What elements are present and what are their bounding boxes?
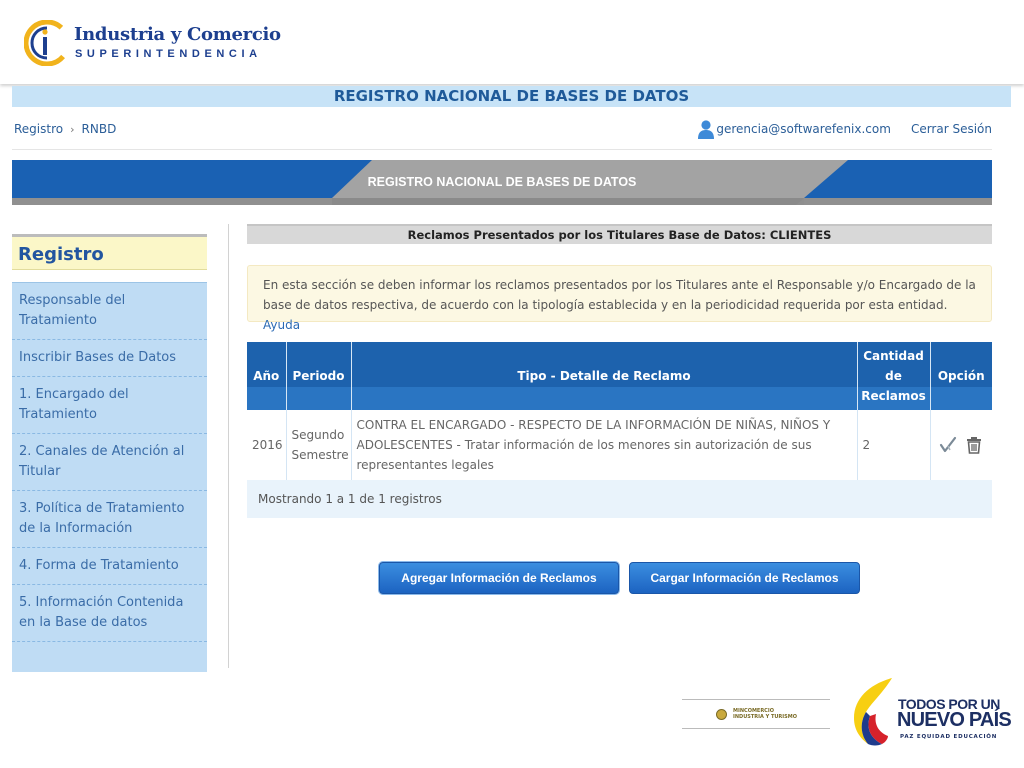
cell-options bbox=[930, 410, 992, 480]
col-header-count[interactable]: Cantidad de Reclamos bbox=[857, 342, 930, 410]
site-header bbox=[0, 0, 1024, 84]
page-title-bar: REGISTRO NACIONAL DE BASES DE DATOS bbox=[12, 86, 1011, 107]
col-header-year[interactable]: Año bbox=[247, 342, 286, 410]
cell-count: 2 bbox=[857, 410, 930, 480]
mincomercio-line1: MINCOMERCIO bbox=[733, 708, 774, 714]
sic-logo[interactable] bbox=[24, 18, 281, 70]
sidebar-item-encargado[interactable]: 1. Encargado del Tratamiento bbox=[12, 377, 207, 434]
sidebar-item-informacion[interactable]: 5. Información Contenida en la Base de datos bbox=[12, 585, 207, 642]
edit-check-icon[interactable] bbox=[939, 436, 957, 454]
info-text: En esta sección se deben informar los reclamos presentados por los Titulares ante el Responsable y/o Encargado de la base de datos respectiva, de acuerdo con la tipología establecida y en la periodicidad requerida por esta entidad. bbox=[263, 278, 976, 312]
cell-detail: CONTRA EL ENCARGADO - RESPECTO DE LA INFORMACIÓN DE NIÑAS, NIÑOS Y ADOLESCENTES - Tratar información de los menores sin autorización de sus representantes legales bbox=[351, 410, 857, 480]
claims-table bbox=[247, 342, 992, 480]
info-box bbox=[247, 265, 992, 332]
breadcrumb-separator: › bbox=[70, 123, 75, 136]
breadcrumb bbox=[14, 122, 116, 136]
todos-por-un-nuevo-pais-logo bbox=[848, 676, 1011, 748]
trash-icon[interactable] bbox=[965, 436, 983, 454]
user-icon bbox=[697, 119, 715, 139]
vertical-divider bbox=[228, 224, 229, 668]
sidebar-item-canales[interactable]: 2. Canales de Atención al Titular bbox=[12, 434, 207, 491]
logo-title: Industria y Comercio bbox=[74, 24, 281, 45]
table-footer-info: Mostrando 1 a 1 de 1 registros bbox=[247, 480, 992, 518]
mincomercio-line2: INDUSTRIA Y TURISMO bbox=[733, 714, 797, 720]
main-content bbox=[247, 224, 992, 518]
upload-claims-button[interactable]: Cargar Información de Reclamos bbox=[629, 562, 860, 594]
colombia-flag-swoosh-icon bbox=[848, 676, 896, 748]
logo-subtitle: SUPERINTENDENCIA bbox=[75, 48, 262, 60]
sidebar-item-responsable[interactable]: Responsable del Tratamiento bbox=[12, 283, 207, 340]
sidebar-item-politica[interactable]: 3. Política de Tratamiento de la Información bbox=[12, 491, 207, 548]
cell-year: 2016 bbox=[247, 410, 286, 480]
sidebar-item-forma[interactable]: 4. Forma de Tratamiento bbox=[12, 548, 207, 585]
col-header-period[interactable]: Periodo bbox=[286, 342, 351, 410]
breadcrumb-item-rnbd[interactable]: RNBD bbox=[81, 122, 117, 136]
logout-link[interactable]: Cerrar Sesión bbox=[910, 122, 992, 136]
sidebar-menu bbox=[12, 282, 207, 672]
table-row bbox=[247, 410, 992, 480]
divider bbox=[12, 149, 992, 150]
table-header-row bbox=[247, 342, 992, 410]
col-header-detail[interactable]: Tipo - Detalle de Reclamo bbox=[351, 342, 857, 410]
sidebar-heading: Registro bbox=[12, 234, 207, 270]
help-link[interactable]: Ayuda bbox=[263, 318, 301, 332]
breadcrumb-row bbox=[12, 116, 992, 146]
sidebar bbox=[12, 234, 207, 672]
cell-period: Segundo Semestre bbox=[286, 410, 351, 480]
add-claims-button[interactable]: Agregar Información de Reclamos bbox=[379, 562, 619, 594]
gov-slogan-line2: NUEVO PAÍS bbox=[897, 709, 1011, 731]
colombia-seal-icon bbox=[716, 709, 727, 720]
sic-logo-icon bbox=[24, 20, 70, 66]
banner-title: REGISTRO NACIONAL DE BASES DE DATOS bbox=[367, 175, 637, 189]
mincomercio-text bbox=[733, 708, 797, 720]
user-email: gerencia@softwarefenix.com bbox=[716, 122, 891, 136]
section-title: Reclamos Presentados por los Titulares Base de Datos: CLIENTES bbox=[247, 224, 992, 244]
mincomercio-logo bbox=[682, 699, 830, 729]
sidebar-item-inscribir[interactable]: Inscribir Bases de Datos bbox=[12, 340, 207, 377]
sidebar-item-empty bbox=[12, 642, 207, 672]
gov-slogan-line1: TODOS POR UN bbox=[898, 696, 1000, 712]
action-buttons bbox=[379, 562, 860, 594]
user-area bbox=[697, 118, 992, 140]
banner bbox=[12, 160, 992, 205]
breadcrumb-item-registro[interactable]: Registro bbox=[14, 122, 64, 136]
gov-slogan-line3: PAZ EQUIDAD EDUCACIÓN bbox=[900, 734, 998, 740]
col-header-option: Opción bbox=[930, 342, 992, 410]
